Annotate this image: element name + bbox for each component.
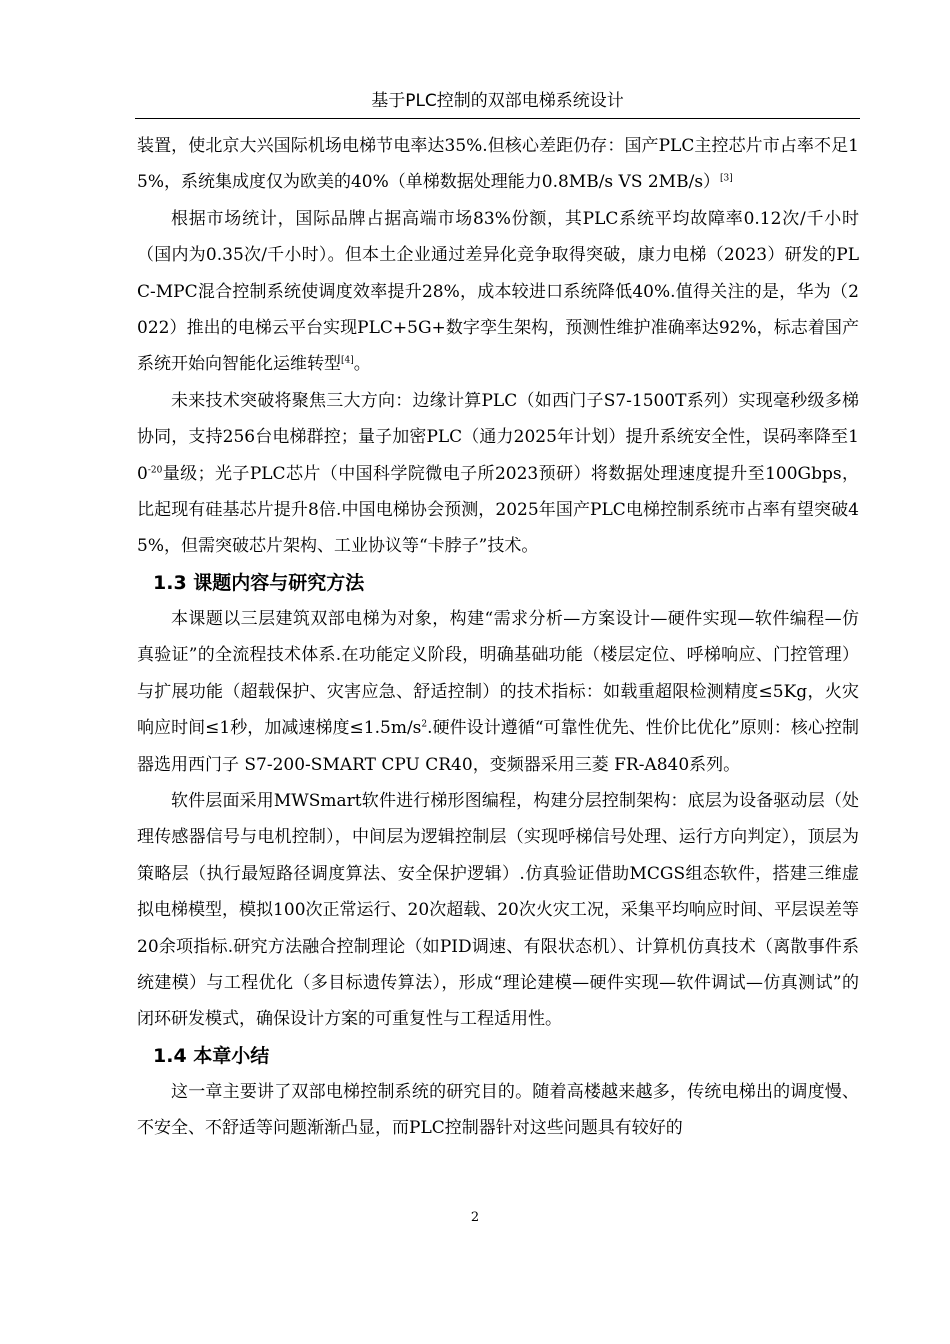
paragraph-text: 本课题以三层建筑双部电梯为对象，构建“需求分析—方案设计—硬件实现—软件编程—仿真验证”的全流程技术体系.在功能定义阶段，明确基础功能（楼层定位、呼梯响应、门控管理）与扩展功能（超载保护、灾害应急、舒适控制）的技术指标：如载重超限检测精度≤5Kg，火灾响应时间≤1秒，加减速梯度≤1.5m/s [137,608,859,739]
citation-ref: [4] [341,355,354,366]
header-rule [135,118,860,119]
paragraph-text: 未来技术突破将聚焦三大方向：边缘计算PLC（如西门子S7-1500T系列）实现毫秒级多梯协同，支持256台电梯群控；量子加密PLC（通力2025年计划）提升系统安全性，误码率降至10 [137,390,859,484]
page-number: 2 [470,1210,480,1225]
paragraph-text: 根据市场统计，国际品牌占据高端市场83%份额，其PLC系统平均故障率0.12次/千小时（国内为0.35次/千小时）。但本土企业通过差异化竞争取得突破，康力电梯（2023）研发的PLC-MPC混合控制系统使调度效率提升28%，成本较进口系统降低40%.值得关注的是，华为（2022）推出的电梯云平台实现PLC+5G+数字孪生架构，预测性维护准确率达92%，标志着国产系统开始向智能化运维转型 [137,208,859,375]
paragraph-text: 。 [353,354,371,375]
paragraph-text: 量级；光子PLC芯片（中国科学院微电子所2023预研）将数据处理速度提升至100Gbps，比起现有硅基芯片提升8倍.中国电梯协会预测，2025年国产PLC电梯控制系统市占率有望突破45%，但需突破芯片架构、工业协议等“卡脖子”技术。 [137,463,859,557]
paragraph-future [137,383,859,565]
section-heading-1-4: 1.4 本章小结 [153,1044,270,1067]
paragraph-text: 装置，使北京大兴国际机场电梯节电率达35%.但核心差距仍存：国产PLC主控芯片市占率不足15%，系统集成度仅为欧美的40%（单梯数据处理能力0.8MB/s VS 2MB/s） [137,136,859,193]
paragraph-continued [137,128,859,201]
paragraph-text: .硬件设计遵循“可靠性优先、性价比优化”原则：核心控制器选用西门子 S7-200-SMART CPU CR40，变频器采用三菱 FR-A840系列。 [137,718,859,775]
citation-ref: [3] [720,173,733,184]
page-header-title: 基于PLC控制的双部电梯系统设计 [371,91,624,111]
exponent: 2 [421,719,428,730]
section-heading-1-3: 1.3 课题内容与研究方法 [153,571,365,594]
paragraph-software: 软件层面采用MWSmart软件进行梯形图编程，构建分层控制架构：底层为设备驱动层（处理传感器信号与电机控制），中间层为逻辑控制层（实现呼梯信号处理、运行方向判定），顶层为策略层（执行最短路径调度算法、安全保护逻辑）.仿真验证借助MCGS组态软件，搭建三维虚拟电梯模型，模拟100次正常运行、20次超载、20次火灾工况，采集平均响应时间、平层误差等20余项指标.研究方法融合控制理论（如PID调速、有限状态机）、计算机仿真技术（离散事件系统建模）与工程优化（多目标遗传算法），形成“理论建模—硬件实现—软件调试—仿真测试”的闭环研发模式，确保设计方案的可重复性与工程适用性。 [137,790,859,1030]
exponent: -20 [147,465,163,475]
document-body [137,128,859,1147]
paragraph-content [137,601,859,783]
paragraph-market [137,201,859,383]
paragraph-summary: 这一章主要讲了双部电梯控制系统的研究目的。随着高楼越来越多，传统电梯出的调度慢、不安全、不舒适等问题渐渐凸显，而PLC控制器针对这些问题具有较好的 [137,1081,859,1139]
